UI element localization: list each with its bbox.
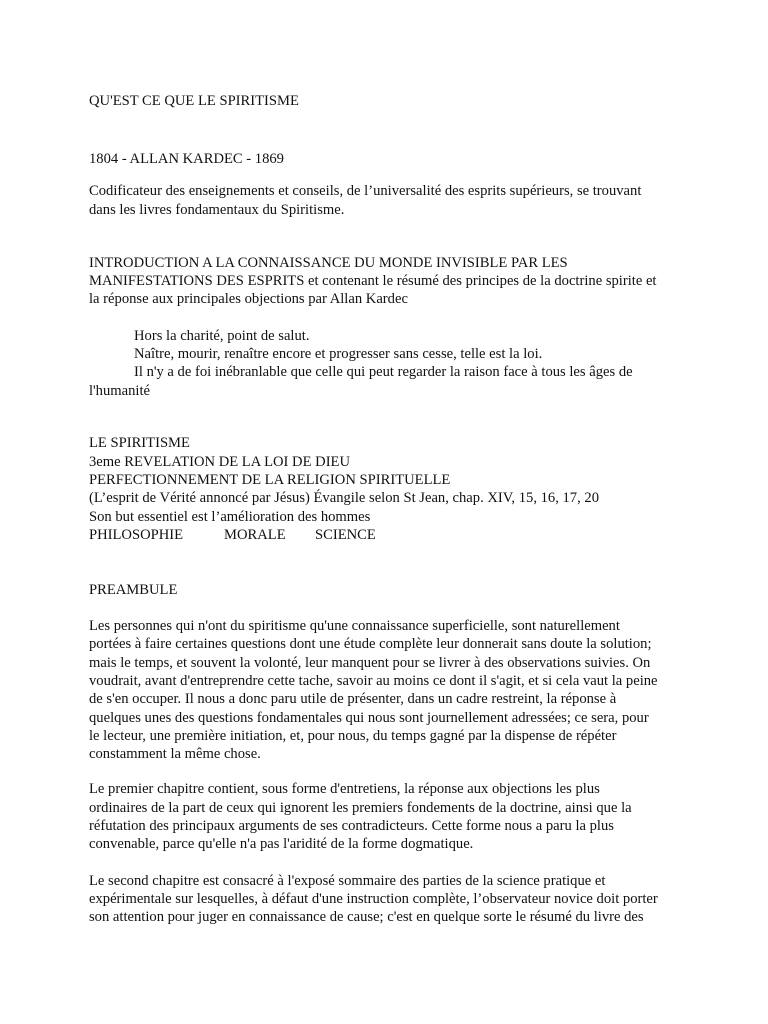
maxim-line: Hors la charité, point de salut. <box>134 328 310 344</box>
paragraph-line: Les personnes qui n'ont du spiritisme qu'une connaissance superficielle, sont naturellement <box>89 618 620 634</box>
codification-line: Codificateur des enseignements et conseils, de l’universalité des esprits supérieurs, se trouvant <box>89 183 642 199</box>
paragraph-line: mais le temps, et souvent la volonté, leur manquent pour se livrer à des observations suivies. On <box>89 655 651 671</box>
paragraph-line: voudrait, avant d'entreprendre cette tache, savoir au moins ce dont il s'agit, et si cela vaut la peine <box>89 673 658 689</box>
paragraph-line: Le premier chapitre contient, sous forme d'entretiens, la réponse aux objections les plus <box>89 781 600 797</box>
spiritisme-line: Son but essentiel est l’amélioration des hommes <box>89 509 371 525</box>
introduction-line: la réponse aux principales objections par Allan Kardec <box>89 291 408 307</box>
maxim-line: Il n'y a de foi inébranlable que celle qui peut regarder la raison face à tous les âges de <box>134 364 633 380</box>
spiritisme-line: (L’esprit de Vérité annoncé par Jésus) Évangile selon St Jean, chap. XIV, 15, 16, 17, 20 <box>89 490 599 506</box>
paragraph-line: réfutation des principaux arguments de ses contradicteurs. Cette forme nous a paru la plus <box>89 818 614 834</box>
paragraph-line: constamment la même chose. <box>89 746 261 762</box>
introduction-line: MANIFESTATIONS DES ESPRITS et contenant le résumé des principes de la doctrine spirite et <box>89 273 657 289</box>
paragraph-line: son attention pour juger en connaissance de cause; c'est en quelque sorte le résumé du livre des <box>89 909 644 925</box>
paragraph-line: ordinaires de la part de ceux qui ignorent les premiers fondements de la doctrine, ainsi que la <box>89 800 632 816</box>
subject-philosophie: PHILOSOPHIE <box>89 527 184 543</box>
paragraph-line: portées à faire certaines questions dont une étude complète leur donnerait sans doute la solution; <box>89 636 652 652</box>
spiritisme-line: 3eme REVELATION DE LA LOI DE DIEU <box>89 454 351 470</box>
preamble-heading: PREAMBULE <box>89 582 178 598</box>
spiritisme-heading: LE SPIRITISME <box>89 435 190 451</box>
codification-line: dans les livres fondamentaux du Spiritisme. <box>89 202 345 218</box>
spiritisme-line: PERFECTIONNEMENT DE LA RELIGION SPIRITUELLE <box>89 472 451 488</box>
introduction-line: INTRODUCTION A LA CONNAISSANCE DU MONDE INVISIBLE PAR LES <box>89 255 568 271</box>
paragraph-line: Le second chapitre est consacré à l'exposé sommaire des parties de la science pratique et <box>89 873 606 889</box>
maxim-continuation: l'humanité <box>89 383 150 399</box>
subject-science: SCIENCE <box>315 527 376 543</box>
paragraph-line: convenable, parce qu'elle n'a pas l'aridité de la forme dogmatique. <box>89 836 474 852</box>
maxim-line: Naître, mourir, renaître encore et progresser sans cesse, telle est la loi. <box>134 346 543 362</box>
paragraph-line: le lecteur, une première initiation, et, pour nous, du temps gagné par la dispense de répéter <box>89 728 617 744</box>
author-dates: 1804 - ALLAN KARDEC - 1869 <box>89 151 284 167</box>
document-title: QU'EST CE QUE LE SPIRITISME <box>89 93 299 109</box>
subject-morale: MORALE <box>224 527 286 543</box>
paragraph-line: de s'en occuper. Il nous a donc paru utile de présenter, dans un cadre restreint, la réponse à <box>89 691 617 707</box>
paragraph-line: quelques unes des questions fondamentales qui nous sont journellement adressées; ce sera, pour <box>89 710 649 726</box>
paragraph-line: expérimentale sur lesquelles, à défaut d'une instruction complète, l’observateur novice doit porter <box>89 891 658 907</box>
